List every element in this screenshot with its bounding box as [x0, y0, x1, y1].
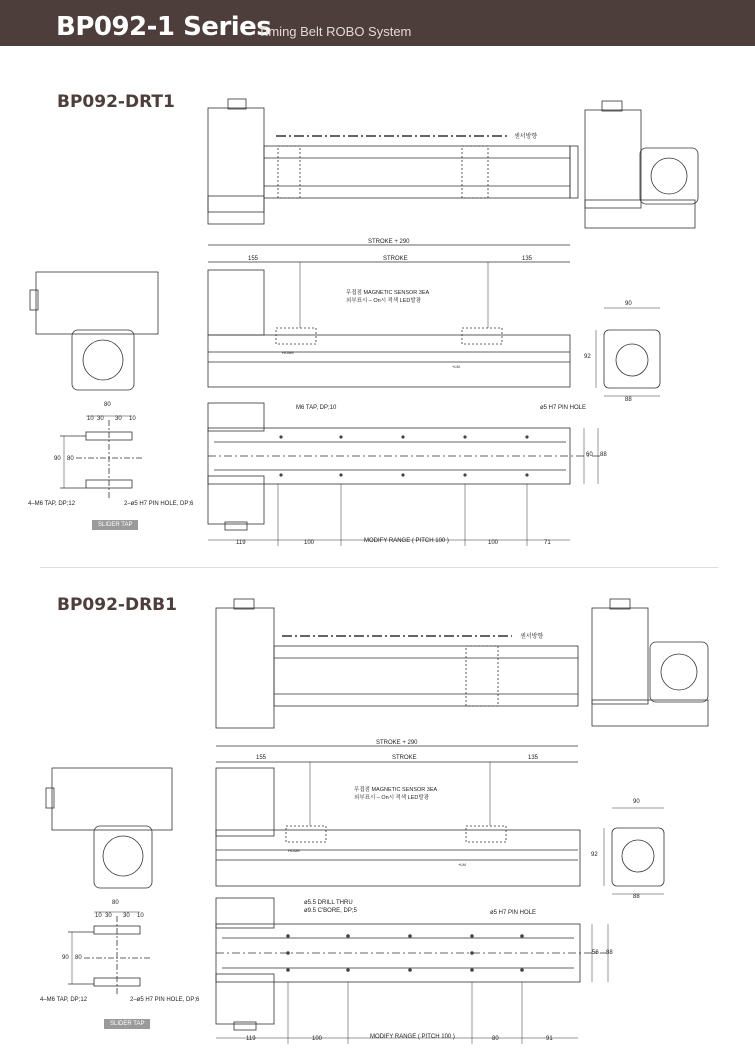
limit-label: +LM — [452, 364, 460, 369]
limit-label: +LM — [458, 862, 466, 867]
dim-91: 91 — [546, 1036, 553, 1042]
home-label: HOME — [288, 848, 300, 853]
slider-seg-4: 10 — [129, 416, 136, 422]
dim-100b: 100 — [488, 540, 499, 546]
dim-119: 119 — [246, 1036, 256, 1042]
stroke-total-label: STROKE + 290 — [376, 740, 418, 746]
slider-h-outer: 90 — [54, 456, 61, 462]
sensor-note-1: 무접점 MAGNETIC SENSOR 3EA — [354, 787, 438, 793]
dim-100: 100 — [304, 540, 315, 546]
slider-width: 80 — [112, 900, 119, 906]
end-base-label: 88 — [633, 894, 640, 900]
stroke-total-label: STROKE + 290 — [368, 239, 410, 245]
drill-note-1: ø5.5 DRILL THRU — [304, 900, 353, 906]
slider-seg-1: 10 — [95, 913, 102, 919]
sensor-note-1: 무접점 MAGNETIC SENSOR 3EA — [346, 290, 430, 296]
end-width-label: 90 — [625, 301, 632, 307]
slider-seg-2: 30 — [97, 416, 104, 422]
sensor-direction-label: 센서방향 — [520, 634, 544, 640]
dim-100: 100 — [312, 1036, 323, 1042]
slider-seg-4: 10 — [137, 913, 144, 919]
dim-119: 119 — [236, 540, 246, 546]
dim-88: 88 — [606, 950, 613, 956]
tap-note: M6 TAP, DP;10 — [296, 405, 337, 411]
slider-pin-note: 2–ø5 H7 PIN HOLE, DP;6 — [130, 997, 200, 1003]
pin-note: ø5 H7 PIN HOLE — [490, 910, 537, 916]
model-title-drt1: BP092-DRT1 — [57, 92, 175, 112]
slider-seg-2: 30 — [105, 913, 112, 919]
slider-width: 80 — [104, 402, 111, 408]
labels-drb1 — [0, 560, 755, 1060]
dim-56: 56 — [592, 950, 599, 956]
pin-note: ø5 H7 PIN HOLE — [540, 405, 587, 411]
slider-tap-note: 4–M6 TAP, DP;12 — [28, 501, 76, 507]
home-label: HOME — [282, 350, 294, 355]
slider-pin-note: 2–ø5 H7 PIN HOLE, DP;6 — [124, 501, 194, 507]
slider-tap-badge: SLIDER TAP — [104, 1019, 150, 1029]
right-length-label: 135 — [522, 256, 533, 262]
slider-seg-3: 30 — [115, 416, 122, 422]
model-title-drb1: BP092-DRB1 — [57, 595, 177, 615]
dim-88: 88 — [600, 452, 607, 458]
drill-note-2: ø9.5 C'BORE, DP;5 — [304, 908, 357, 914]
modify-range-label: MODIFY RANGE ( PITCH 100 ) — [364, 538, 449, 544]
end-height-label: 92 — [584, 354, 591, 360]
modify-range-label: MODIFY RANGE ( PITCH 100 ) — [370, 1034, 455, 1040]
stroke-label: STROKE — [383, 256, 408, 262]
dim-80: 80 — [492, 1036, 499, 1042]
end-height-label: 92 — [591, 852, 598, 858]
slider-h-inner: 80 — [67, 456, 74, 462]
sensor-note-2: 외부표시 – On시 적색 LED발광 — [354, 795, 430, 801]
slider-h-outer: 90 — [62, 955, 69, 961]
slider-tap-note: 4–M6 TAP, DP;12 — [40, 997, 88, 1003]
sensor-note-2: 외부표시 – On시 적색 LED발광 — [346, 298, 422, 304]
dim-60: 60 — [586, 452, 593, 458]
slider-seg-3: 30 — [123, 913, 130, 919]
dim-71: 71 — [544, 540, 551, 546]
stroke-label: STROKE — [392, 755, 417, 761]
slider-tap-badge: SLIDER TAP — [92, 520, 138, 530]
left-length-label: 155 — [256, 755, 267, 761]
series-title: BP092-1 Series — [56, 12, 272, 42]
sensor-direction-label: 센서방향 — [514, 134, 538, 140]
series-subtitle: Timing Belt ROBO System — [258, 24, 412, 39]
slider-seg-1: 10 — [87, 416, 94, 422]
left-length-label: 155 — [248, 256, 259, 262]
slider-h-inner: 80 — [75, 955, 82, 961]
right-length-label: 135 — [528, 755, 539, 761]
end-width-label: 90 — [633, 799, 640, 805]
end-base-label: 88 — [625, 397, 632, 403]
